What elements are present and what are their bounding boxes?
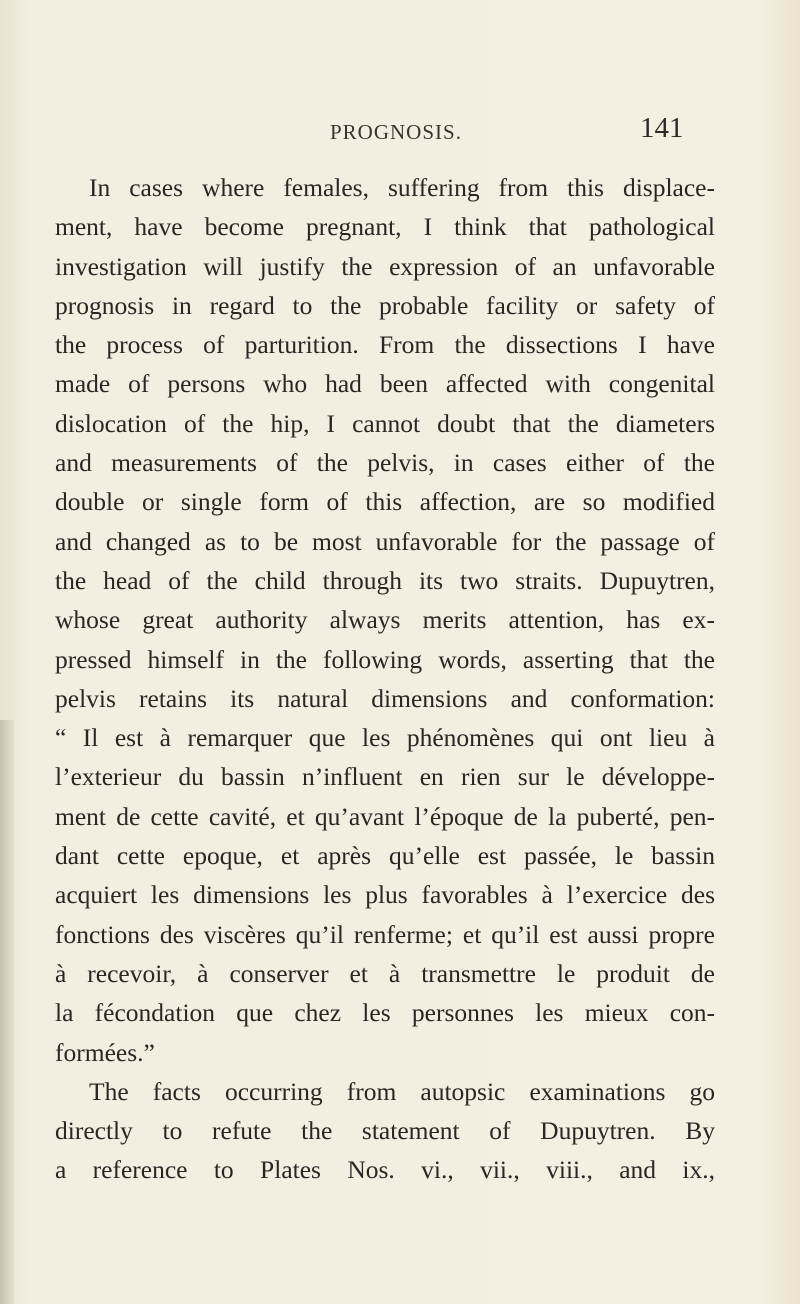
text-line: and changed as to be most unfavorable for the passage of [55,526,715,556]
text-line: prognosis in regard to the probable facility or safety of [55,290,715,320]
text-line: double or single form of this affection, are so modified [55,487,715,517]
body-text [55,168,715,1190]
text-line: dislocation of the hip, I cannot doubt that the diameters [55,408,715,438]
text-line: dant cette epoque, et après qu’elle est passée, le bassin [55,841,715,871]
text-line: In cases where females, suffering from this displace- [89,173,715,202]
text-line: investigation will justify the expression of an unfavorable [55,251,715,281]
text-line: ment de cette cavité, et qu’avant l’époque de la puberté, pen- [55,801,715,831]
text-line: and measurements of the pelvis, in cases either of the [55,448,715,478]
text-line: “ Il est à remarquer que les phénomènes qui ont lieu à [55,723,715,753]
text-line: the process of parturition. From the dissections I have [55,330,715,360]
text-line: made of persons who had been affected with congenital [55,369,715,399]
text-line: fonctions des viscères qu’il renferme; et qu’il est aussi propre [55,919,715,949]
page-number: 141 [640,112,684,144]
running-title: PROGNOSIS. [330,120,462,144]
text-line: whose great authority always merits attention, has ex- [55,605,715,635]
text-line: pressed himself in the following words, asserting that the [55,644,715,674]
text-line: ment, have become pregnant, I think that pathological [55,212,715,242]
text-line: formées.” [55,1037,155,1067]
text-line: l’exterieur du bassin n’influent en rien sur le développe- [55,762,715,792]
text-line: directly to refute the statement of Dupuytren. By [55,1116,715,1146]
text-line: la fécondation que chez les personnes les mieux con- [55,998,715,1028]
text-line: à recevoir, à conserver et à transmettre le produit de [55,958,715,988]
text-line: pelvis retains its natural dimensions and conformation: [55,683,715,713]
text-line: a reference to Plates Nos. vi., vii., viii., and ix., [55,1155,715,1185]
page-gutter-shadow [0,720,14,1304]
text-line: acquiert les dimensions les plus favorables à l’exercice des [55,880,715,910]
text-line: The facts occurring from autopsic examinations go [89,1076,715,1106]
text-line: the head of the child through its two straits. Dupuytren, [55,565,715,595]
